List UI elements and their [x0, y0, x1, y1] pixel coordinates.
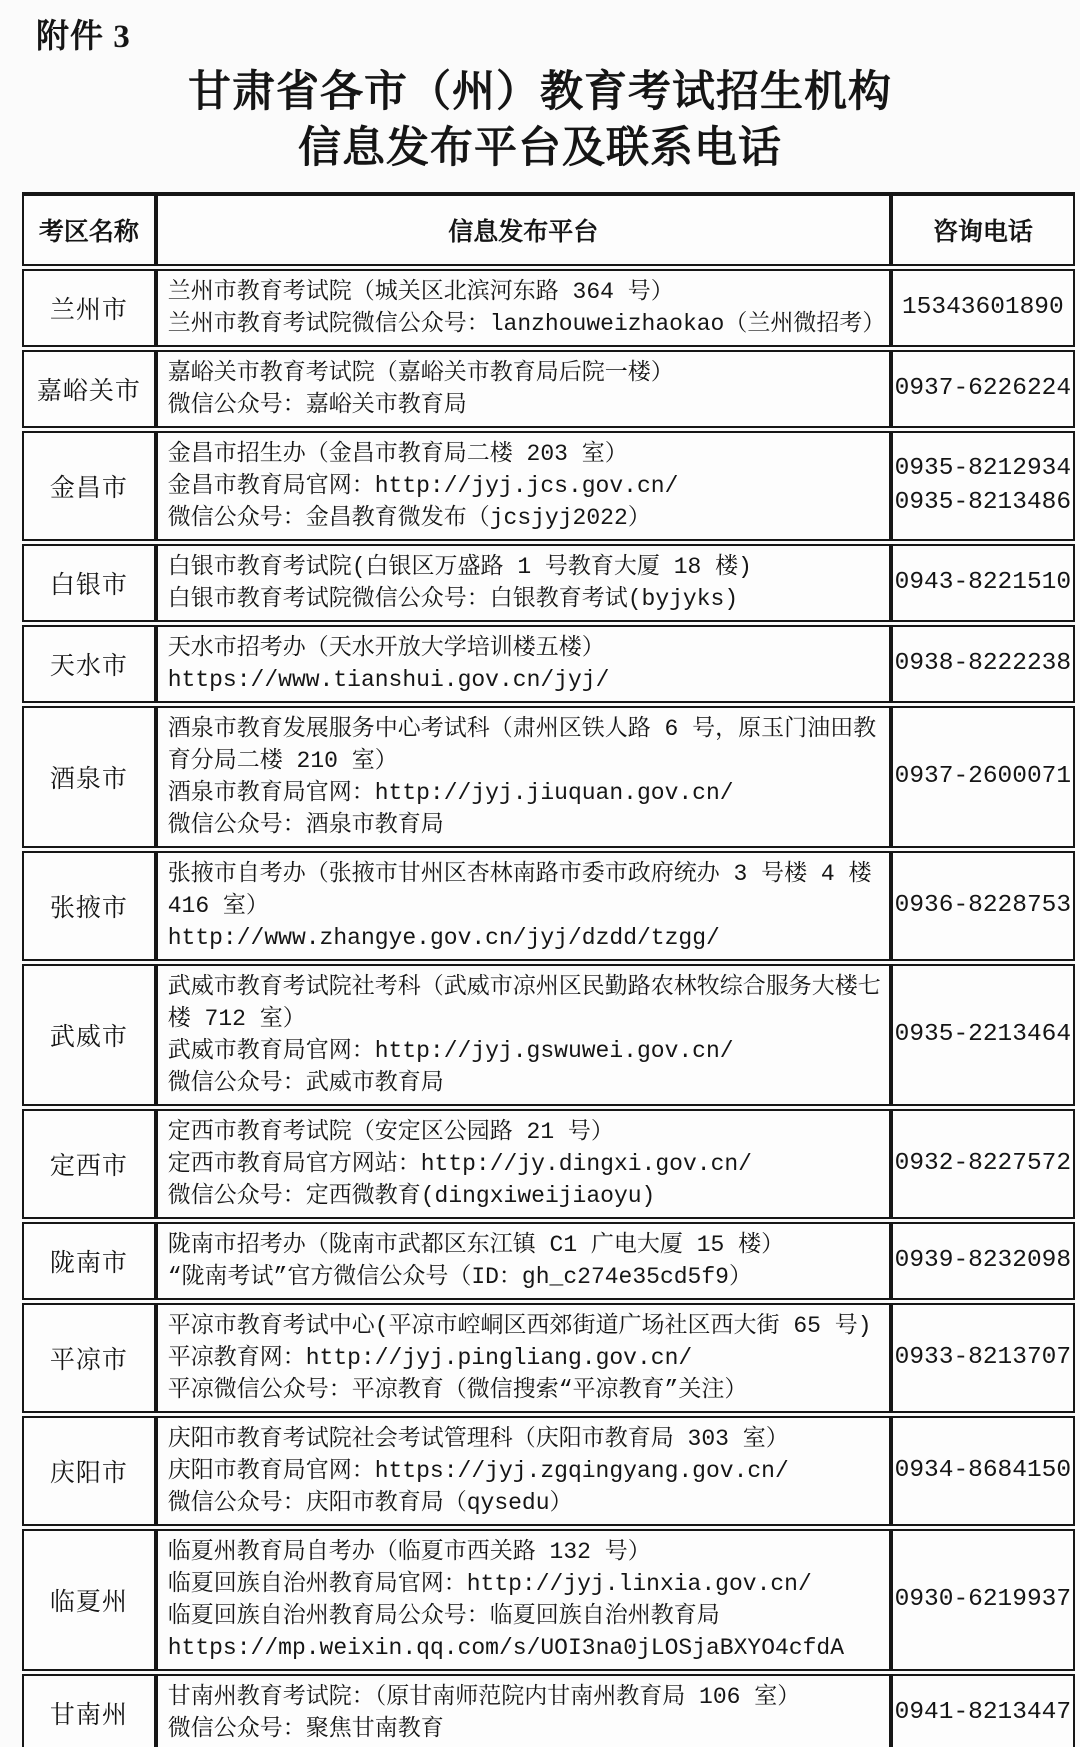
platform-line: 天水市招考办（天水开放大学培训楼五楼）	[167, 635, 605, 661]
table-row	[22, 1674, 1075, 1747]
table-row	[22, 1222, 1075, 1300]
platform-cell	[156, 1416, 891, 1526]
phone-cell	[891, 851, 1075, 961]
platform-line: 张掖市自考办（张掖市甘州区杏林南路市委市政府统办 3 号楼 4 楼 416 室）	[167, 861, 872, 919]
platform-line: 白银市教育考试院微信公众号：白银教育考试(byjyks)	[167, 586, 739, 612]
phone-cell	[891, 1529, 1075, 1671]
phone-number: 0932-8227572	[894, 1150, 1072, 1177]
table-row	[22, 625, 1075, 703]
phone-number: 0938-8222238	[894, 650, 1072, 677]
platform-line: 微信公众号：酒泉市教育局	[167, 812, 444, 838]
phone-cell	[891, 431, 1075, 541]
region-cell: 武威市	[22, 964, 156, 1106]
phone-number: 0943-8221510	[894, 569, 1072, 596]
phone-cell	[891, 964, 1075, 1106]
phone-cell	[891, 1222, 1075, 1300]
platform-line: 金昌市教育局官网：http://jyj.jcs.gov.cn/	[167, 473, 679, 499]
platform-cell	[156, 851, 891, 961]
platform-line: http://www.zhangye.gov.cn/jyj/dzdd/tzgg/	[167, 925, 720, 951]
platform-cell	[156, 1303, 891, 1413]
platform-line: 兰州市教育考试院（城关区北滨河东路 364 号）	[167, 279, 674, 305]
platform-line: “陇南考试”官方微信公众号（ID：gh_c274e35cd5f9）	[167, 1264, 752, 1290]
platform-line: 金昌市招生办（金昌市教育局二楼 203 室）	[167, 441, 628, 467]
table-row	[22, 269, 1075, 347]
table-row	[22, 350, 1075, 428]
col-header-phone: 咨询电话	[891, 192, 1075, 266]
region-cell: 兰州市	[22, 269, 156, 347]
phone-number: 0935-8213486	[894, 489, 1072, 516]
phone-cell	[891, 269, 1075, 347]
platform-line: 定西市教育考试院（安定区公园路 21 号）	[167, 1119, 614, 1145]
phone-number: 0933-8213707	[894, 1344, 1072, 1371]
platform-line: 酒泉市教育发展服务中心考试科（肃州区铁人路 6 号，原玉门油田教育分局二楼 210 室）	[167, 716, 877, 774]
platform-line: 微信公众号：庆阳市教育局（qysedu）	[167, 1490, 573, 1516]
region-cell: 白银市	[22, 544, 156, 622]
phone-number: 15343601890	[901, 294, 1064, 321]
platform-line: 酒泉市教育局官网：http://jyj.jiuquan.gov.cn/	[167, 780, 734, 806]
platform-line: 甘南州教育考试院：（原甘南师范院内甘南州教育局 106 室）	[167, 1684, 801, 1710]
platform-line: 微信公众号：聚焦甘南教育	[167, 1716, 444, 1742]
region-cell: 天水市	[22, 625, 156, 703]
platform-cell	[156, 350, 891, 428]
phone-number: 0935-2213464	[894, 1021, 1072, 1048]
attachment-label: 附件 3	[36, 19, 131, 55]
platform-line: 微信公众号：金昌教育微发布（jcsjyj2022）	[167, 505, 651, 531]
region-cell: 庆阳市	[22, 1416, 156, 1526]
phone-cell	[891, 1674, 1075, 1747]
platform-cell	[156, 964, 891, 1106]
platform-line: 庆阳市教育局官网：https://jyj.zgqingyang.gov.cn/	[167, 1458, 789, 1484]
col-header-region: 考区名称	[22, 192, 156, 266]
platform-line: 平凉微信公众号：平凉教育（微信搜索“平凉教育”关注）	[167, 1377, 748, 1403]
phone-cell	[891, 1303, 1075, 1413]
table-row	[22, 706, 1075, 848]
platform-line: 陇南市招考办（陇南市武都区东江镇 C1 广电大厦 15 楼）	[167, 1232, 785, 1258]
platform-line: 微信公众号：定西微教育(dingxiweijiaoyu)	[167, 1183, 656, 1209]
region-cell: 金昌市	[22, 431, 156, 541]
phone-number: 0936-8228753	[894, 892, 1072, 919]
platform-line: 临夏回族自治州教育局官网：http://jyj.linxia.gov.cn/	[167, 1571, 812, 1597]
platform-cell	[156, 269, 891, 347]
platform-line: 临夏州教育局自考办（临夏市西关路 132 号）	[167, 1539, 651, 1565]
platform-line: 微信公众号：嘉峪关市教育局	[167, 392, 467, 418]
phone-cell	[891, 544, 1075, 622]
phone-number: 0934-8684150	[894, 1457, 1072, 1484]
platform-line: 嘉峪关市教育考试院（嘉峪关市教育局后院一楼）	[167, 360, 674, 386]
platform-line: 庆阳市教育考试院社会考试管理科（庆阳市教育局 303 室）	[167, 1426, 789, 1452]
header-row	[22, 192, 1075, 266]
phone-number: 0937-2600071	[894, 763, 1072, 790]
region-cell: 陇南市	[22, 1222, 156, 1300]
region-cell: 酒泉市	[22, 706, 156, 848]
platform-line: 平凉教育网：http://jyj.pingliang.gov.cn/	[167, 1345, 693, 1371]
platform-line: 武威市教育考试院社考科（武威市凉州区民勤路农林牧综合服务大楼七楼 712 室）	[167, 974, 881, 1032]
platform-line: 微信公众号：武威市教育局	[167, 1070, 444, 1096]
platform-cell	[156, 625, 891, 703]
platform-cell	[156, 706, 891, 848]
table-row	[22, 1303, 1075, 1413]
region-cell: 平凉市	[22, 1303, 156, 1413]
platform-cell	[156, 544, 891, 622]
table-row	[22, 964, 1075, 1106]
phone-number: 0935-8212934	[894, 455, 1072, 482]
document-title-line1: 甘肃省各市（州）教育考试招生机构	[188, 69, 892, 116]
table-row	[22, 1109, 1075, 1219]
phone-cell	[891, 706, 1075, 848]
phone-cell	[891, 1109, 1075, 1219]
phone-number: 0939-8232098	[894, 1247, 1072, 1274]
contact-table	[22, 189, 1075, 1747]
platform-line: 临夏回族自治州教育局公众号：临夏回族自治州教育局	[167, 1603, 720, 1629]
table-row	[22, 1529, 1075, 1671]
region-cell: 嘉峪关市	[22, 350, 156, 428]
phone-cell	[891, 350, 1075, 428]
platform-cell	[156, 1109, 891, 1219]
region-cell: 张掖市	[22, 851, 156, 961]
table-row	[22, 1416, 1075, 1526]
document-title-line2: 信息发布平台及联系电话	[298, 125, 782, 172]
platform-line: 定西市教育局官方网站：http://jy.dingxi.gov.cn/	[167, 1151, 752, 1177]
table-row	[22, 544, 1075, 622]
platform-line: 武威市教育局官网：http://jyj.gswuwei.gov.cn/	[167, 1038, 734, 1064]
region-cell: 甘南州	[22, 1674, 156, 1747]
platform-cell	[156, 431, 891, 541]
platform-line: 平凉市教育考试中心(平凉市崆峒区西郊街道广场社区西大街 65 号)	[167, 1313, 872, 1339]
phone-number: 0930-6219937	[894, 1586, 1072, 1613]
platform-line: 兰州市教育考试院微信公众号：lanzhouweizhaokao（兰州微招考）	[167, 311, 886, 337]
document-title	[0, 65, 1080, 177]
phone-number: 0937-6226224	[894, 375, 1072, 402]
table-row	[22, 431, 1075, 541]
region-cell: 定西市	[22, 1109, 156, 1219]
region-cell: 临夏州	[22, 1529, 156, 1671]
platform-line: https://www.tianshui.gov.cn/jyj/	[167, 667, 610, 693]
platform-line: 白银市教育考试院(白银区万盛路 1 号教育大厦 18 楼)	[167, 554, 752, 580]
col-header-platform: 信息发布平台	[156, 192, 891, 266]
platform-cell	[156, 1674, 891, 1747]
platform-line: https://mp.weixin.qq.com/s/UOI3na0jLOSjaBXYO4cfdA	[167, 1635, 845, 1661]
platform-cell	[156, 1222, 891, 1300]
platform-cell	[156, 1529, 891, 1671]
phone-number: 0941-8213447	[894, 1699, 1072, 1726]
table-row	[22, 851, 1075, 961]
phone-cell	[891, 625, 1075, 703]
phone-cell	[891, 1416, 1075, 1526]
